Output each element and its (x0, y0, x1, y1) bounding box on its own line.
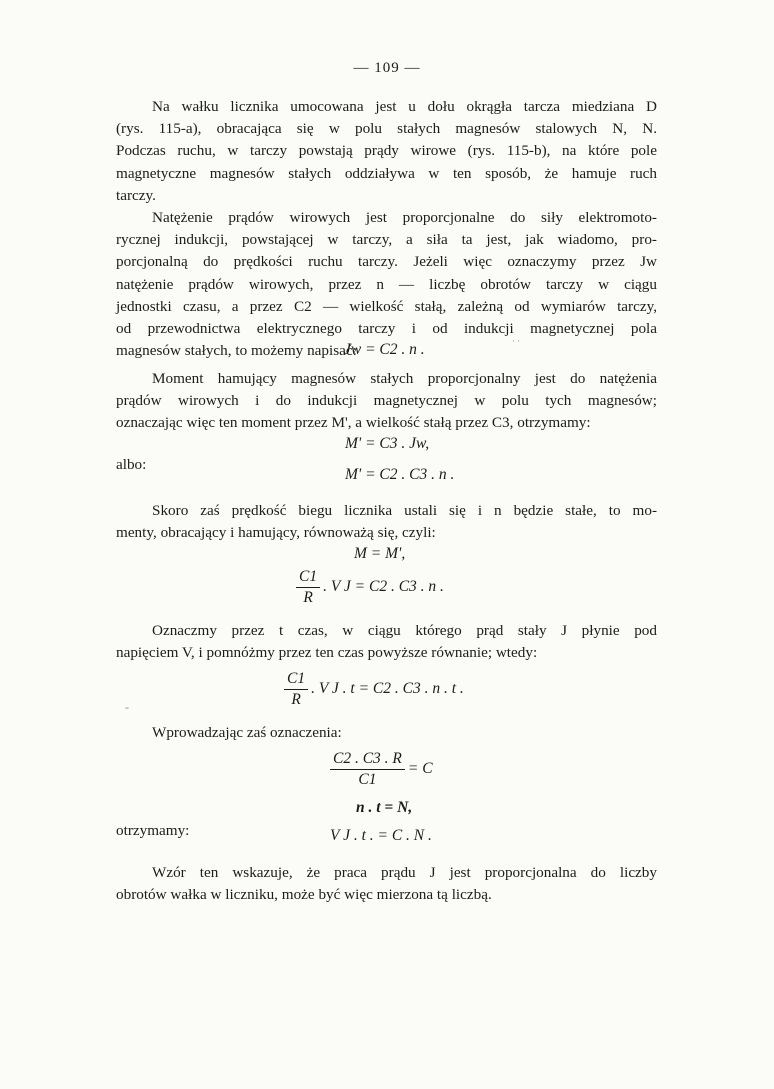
paragraph-7 (116, 862, 657, 906)
equation-9: V J . t . = C . N . (330, 827, 432, 844)
fraction-denominator: R (303, 589, 313, 606)
paragraph-2 (116, 207, 657, 362)
text-line: Wprowadzając zaś oznaczenia: (152, 724, 342, 741)
fraction-numerator: C1 (296, 568, 320, 588)
equation-4: M = M', (354, 545, 406, 562)
albo-label: albo: (116, 456, 147, 473)
text-line: tarczy. (116, 186, 156, 204)
fraction-numerator: C1 (284, 670, 308, 690)
text-line: oznaczając więc ten moment przez M', a wielkość stałą przez C3, otrzymamy: (116, 414, 591, 432)
text-line: menty, obracający i hamujący, równoważą się, czyli: (116, 524, 436, 542)
text-line: Skoro zaś prędkość biegu licznika ustali się i n będzie stałe, to mo- (152, 502, 657, 519)
equation-8: n . t = N, (356, 799, 413, 816)
page-number: — 109 — (353, 60, 421, 76)
text-line: jednostki czasu, a przez C2 — wielkość stałą, zależną od wymiarów tarczy, (116, 297, 657, 315)
equation-2: M' = C3 . Jw, (345, 435, 430, 452)
text-line: Na wałku licznika umocowana jest u dołu okrągła tarcza miedziana D (152, 98, 657, 115)
text-line: magnesów stałych, to możemy napisać: (116, 342, 357, 360)
fraction (296, 568, 320, 607)
text-line: od przewodnictwa elektrycznego tarczy i od indukcji magnetycznej pola (116, 319, 657, 337)
equation-rest: . V J = C2 . C3 . n . (323, 578, 444, 596)
text-line: napięciem V, i pomnóżmy przez ten czas powyższe równanie; wtedy: (116, 644, 538, 662)
equation-6 (284, 670, 464, 709)
paragraph-5 (116, 620, 657, 664)
fraction (284, 670, 308, 709)
text-line: rycznej indukcji, powstającej w tarczy, a siła ta jest, jak wiadomo, pro- (116, 231, 657, 249)
text-line: Natężenie prądów wirowych jest proporcjonalne do siły elektromoto- (152, 209, 657, 226)
text-line: Wzór ten wskazuje, że praca prądu J jest proporcjonalna do liczby (152, 864, 657, 881)
page-speck: - (125, 700, 129, 714)
otrzymamy-label: otrzymamy: (116, 822, 190, 839)
paragraph-1 (116, 96, 657, 207)
text-line: (rys. 115-a), obracająca się w polu stałych magnesów stalowych N, N. (116, 120, 657, 138)
equation-rest: = C (407, 760, 433, 778)
text-line: Oznaczmy przez t czas, w ciągu którego prąd stały J płynie pod (152, 622, 657, 639)
equation-1: Jw = C2 . n . (344, 341, 425, 358)
fraction-denominator: R (291, 691, 301, 708)
text-line: prądów wirowych i do indukcji magnetycznej w polu tych magnesów; (116, 392, 657, 410)
text-line: magnetyczne magnesów stałych oddziaływa w ten sposób, że hamuje ruch (116, 164, 657, 182)
paragraph-4 (116, 500, 657, 544)
paragraph-6 (116, 722, 657, 744)
fraction (330, 750, 405, 789)
text-line: Moment hamujący magnesów stałych proporcjonalny jest do natężenia (152, 370, 657, 387)
text-line: natężenie prądów wirowych, przez n — liczbę obrotów tarczy w ciągu (116, 275, 657, 293)
equation-5 (296, 568, 444, 607)
text-line: Podczas ruchu, w tarczy powstają prądy wirowe (rys. 115-b), na które pole (116, 142, 657, 160)
fraction-denominator: C1 (358, 771, 377, 788)
text-line: porcjonalną do prędkości ruchu tarczy. Jeżeli więc oznaczymy przez Jw (116, 253, 657, 271)
paragraph-3 (116, 368, 657, 435)
equation-7 (330, 750, 433, 789)
text-line: obrotów wałka w liczniku, może być więc mierzona tą liczbą. (116, 886, 492, 904)
equation-3: M' = C2 . C3 . n . (345, 466, 455, 483)
page-speck: · · (512, 336, 521, 346)
equation-rest: . V J . t = C2 . C3 . n . t . (311, 680, 464, 698)
fraction-numerator: C2 . C3 . R (330, 750, 405, 770)
